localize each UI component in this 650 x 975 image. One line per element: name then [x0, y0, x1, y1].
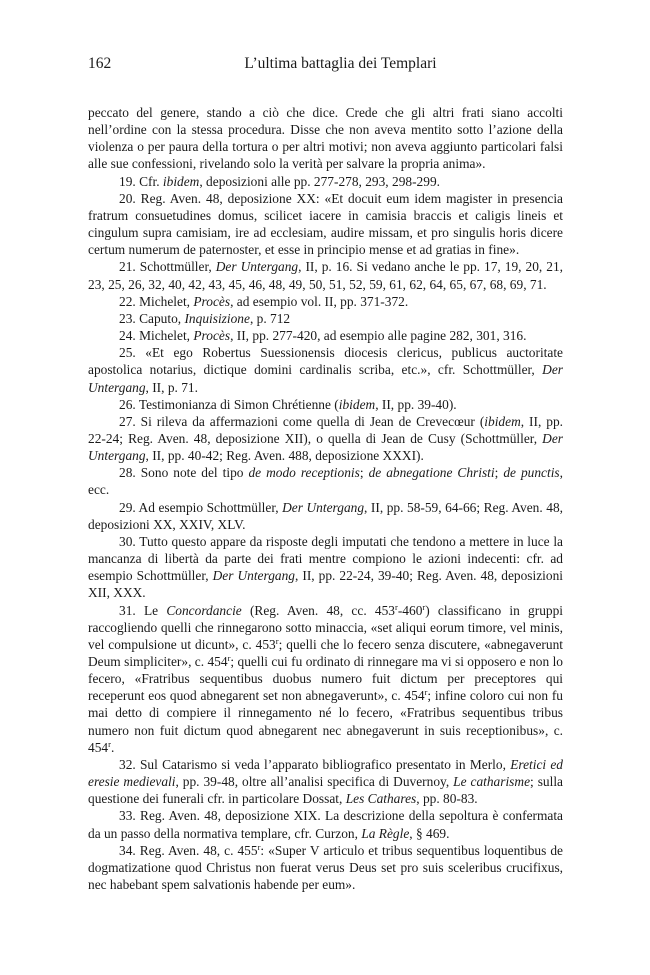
- italic-title: Der Untergang: [215, 259, 299, 275]
- text-run: , II, pp. 40-42; Reg. Aven. 488, deposizione XXXI).: [145, 448, 424, 464]
- page-header: [88, 55, 563, 77]
- text-run: 25. «Et ego Robertus Suessionensis diocesis clericus, publicus auctoritate apostolica notarius, dictique domini cardinalis scriba, etc.», cfr. Schottmüller,: [88, 345, 563, 378]
- text-run: , p. 712: [249, 310, 291, 326]
- text-run: 27. Si rileva da affermazioni come quella di Jean de Crevecœur (: [119, 413, 485, 429]
- text-run: , deposizioni alle pp. 277-278, 293, 298-299.: [199, 173, 440, 189]
- text-run: 29. Ad esempio Schottmüller,: [119, 499, 283, 515]
- text-run: -460: [397, 602, 423, 618]
- paragraph-continuation: [88, 104, 563, 173]
- italic-title: Der Untergang: [88, 430, 563, 464]
- italic-title: Inquisizione: [184, 310, 250, 326]
- running-title: L’ultima battaglia dei Templari: [244, 55, 437, 72]
- footnote: [88, 464, 563, 498]
- italic-title: ibidem: [338, 396, 376, 412]
- footnotes-body: [88, 104, 563, 893]
- footnote: [88, 499, 563, 533]
- footnote: [88, 258, 563, 292]
- footnote: [88, 327, 563, 344]
- text-run: 22. Michelet,: [119, 293, 194, 309]
- footnote: [88, 293, 563, 310]
- text-run: 19. Cfr.: [119, 173, 163, 189]
- text-run: , II, pp. 277-420, ad esempio alle pagine 282, 301, 316.: [230, 328, 527, 344]
- text-run: ; quelli cui fu ordinato di rinnegare ma vi si opposero e non lo fecero, «Fratribus sequentibus duobus numero fuit dictum per preceptores qui receperunt eos quod abnegarent set non abnegaverunt», c. 454: [88, 654, 563, 704]
- text-run: , II, pp. 58-59, 64-66; Reg. Aven. 48, deposizioni XX, XXIV, XLV.: [88, 499, 563, 532]
- footnote: [88, 842, 563, 893]
- text-run: : «Super V articulo et tribus sequentibus loquentibus de dogmatizatione quod Christus non fuerat verus Deus set pro suis sceleribus crucifixus, nec habebant spem salvationis habende per eum».: [88, 842, 563, 893]
- recto-superscript: r: [422, 601, 426, 612]
- footnote: [88, 602, 563, 756]
- text-run: , pp. 80-83.: [416, 791, 478, 807]
- text-run: 30. Tutto questo appare da risposte degli imputati che tendono a mettere in luce la mancanza di libertà da parte dei frati mentre compiono le azioni indecenti: cfr. ad esempio Schottmüller,: [88, 533, 563, 584]
- italic-title: Der Untergang: [88, 362, 563, 395]
- text-run: ;: [359, 465, 369, 481]
- text-run: .: [110, 739, 115, 755]
- text-run: 21. Schottmüller,: [119, 259, 216, 275]
- text-run: 24. Michelet,: [119, 328, 194, 344]
- text-run: , II, pp. 39-40).: [375, 396, 457, 412]
- recto-superscript: r: [227, 653, 231, 663]
- text-run: ; sulla questione dei funerali cfr. in particolare Dossat,: [88, 774, 563, 807]
- italic-title: Concordancie: [166, 602, 242, 618]
- recto-superscript: r: [395, 601, 398, 612]
- footnote: [88, 807, 563, 841]
- text-run: 32. Sul Catarismo si veda l’apparato bibliografico presentato in Merlo,: [119, 756, 511, 772]
- italic-title: de punctis: [503, 465, 560, 481]
- text-run: , II, p. 71.: [145, 379, 198, 395]
- italic-title: ibidem: [484, 413, 521, 429]
- footnote: [88, 533, 563, 602]
- italic-title: Procès: [193, 293, 231, 309]
- text-run: ; quelli che lo fecero senza discutere, «abnegaverunt Deum simpliciter», c. 454: [88, 636, 563, 669]
- footnote: [88, 756, 563, 807]
- text-run: 28. Sono note del tipo: [119, 465, 249, 481]
- italic-title: de modo receptionis: [248, 465, 360, 481]
- text-run: 26. Testimonianza di Simon Chrétienne (: [119, 396, 339, 412]
- text-run: 23. Caputo,: [119, 310, 185, 326]
- italic-title: ibidem: [162, 173, 200, 189]
- text-run: , § 469.: [409, 825, 450, 841]
- text-run: peccato del genere, stando a ciò che dice. Crede che gli altri frati siano accolti nell’ordine con la stessa procedura. Disse che non aveva mentito sotto l’azione della violenza o per paura della tortura o per altri motivi; non aveva aggiunto particolari falsi alle sue confessioni, rivelando solo la verità per salvare la propria anima».: [88, 105, 563, 172]
- text-run: , ecc.: [88, 465, 563, 498]
- italic-title: Eretici ed eresie medievali: [88, 756, 564, 790]
- text-run: 20. Reg. Aven. 48, deposizione XX: «Et docuit eum idem magister in presencia fratrum consuetudines domus, scilicet iacere in camisia braccis et caligis lineis et cingulum supra camisiam, ire ad ecclesiam, audire missam, et pro singulis horis dicere certum numerum de paternoster, et esse in principio mense et ad gratias in fine».: [88, 190, 563, 258]
- footnote: [88, 344, 563, 395]
- recto-superscript: r: [257, 841, 261, 852]
- recto-superscript: r: [108, 738, 111, 749]
- italic-title: Les Cathares: [345, 791, 417, 807]
- recto-superscript: r: [275, 635, 279, 646]
- text-run: ; infine coloro cui non fu mai detto di compiere il rinnegamento né lo fecero, «Fratribus sequentibus tribus numero non fuit dictum quod abnegarent nec abnegaverunt in suis receptionibus», c. 454: [88, 688, 563, 755]
- text-run: , II, pp. 22-24, 39-40; Reg. Aven. 48, deposizioni XII, XXX.: [88, 568, 563, 601]
- footnote: [88, 173, 563, 190]
- italic-title: La Règle: [361, 825, 410, 841]
- text-run: 31. Le: [119, 602, 167, 618]
- text-run: 33. Reg. Aven. 48, deposizione XIX. La descrizione della sepoltura è confermata da un passo della normativa templare, cfr. Curzon,: [88, 808, 563, 841]
- text-run: , ad esempio vol. II, pp. 371-372.: [230, 293, 409, 309]
- footnote: [88, 413, 563, 464]
- page-number: 162: [88, 55, 112, 72]
- footnote: [88, 396, 563, 413]
- text-run: 34. Reg. Aven. 48, c. 455: [119, 842, 258, 858]
- text-run: ;: [494, 465, 504, 481]
- footnote: [88, 310, 563, 327]
- italic-title: Procès: [193, 328, 231, 344]
- footnote: [88, 190, 563, 259]
- text-run: , pp. 39-48, oltre all’analisi specifica di Duvernoy,: [175, 774, 454, 790]
- italic-title: de abnegatione Christi: [368, 465, 495, 481]
- italic-title: Der Untergang: [212, 568, 295, 584]
- text-run: , II, p. 16. Si vedano anche le pp. 17, 19, 20, 21, 23, 25, 26, 32, 40, 42, 43, 45, 46, 48, 49, 50, 51, 52, 59, 61, 62, 64, 65, 67, 68, 69, 71.: [88, 259, 564, 292]
- recto-superscript: r: [424, 687, 428, 698]
- italic-title: Der Untergang: [282, 499, 365, 515]
- text-run: (Reg. Aven. 48, cc. 453: [241, 602, 395, 618]
- italic-title: Le catharisme: [453, 774, 531, 790]
- text-run: ) classificano in gruppi raccogliendo quelli che rinnegarono sotto minaccia, «set aliqui eorum timore, vel minis, vel compulsione ut dicunt», c. 453: [88, 602, 564, 652]
- text-run: , II, pp. 22-24; Reg. Aven. 48, deposizione XII), o quella di Jean de Cusy (Schottmüller,: [88, 413, 563, 446]
